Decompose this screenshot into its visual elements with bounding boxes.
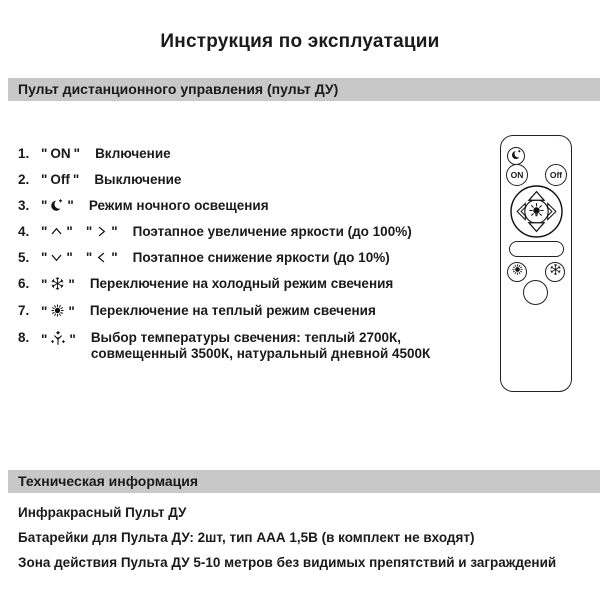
warm-light-icon — [50, 304, 65, 319]
quote-mark: " — [66, 224, 73, 239]
moon-icon — [50, 198, 64, 213]
instruction-symbols — [38, 224, 128, 240]
quote-mark: " — [73, 146, 81, 161]
instruction-item — [18, 146, 466, 162]
quote-mark: " — [41, 198, 48, 213]
instruction-item — [18, 276, 466, 293]
quote-mark: " — [41, 172, 48, 187]
instruction-label: Режим ночного освещения — [88, 198, 269, 213]
instruction-symbols — [38, 303, 85, 320]
instruction-symbols — [38, 172, 89, 188]
chevron-left-icon — [95, 250, 108, 265]
instruction-label: Поэтапное снижение яркости (до 10%) — [132, 250, 390, 265]
instruction-number: 4. — [18, 224, 30, 239]
quote-mark: " — [66, 250, 73, 265]
temperature-select-icon — [50, 332, 66, 347]
remote-off-button — [545, 164, 567, 186]
quote-mark: " — [41, 304, 48, 319]
instruction-number: 2. — [18, 172, 30, 187]
quote-mark: " — [85, 224, 93, 239]
quote-mark: " — [41, 332, 48, 347]
remote-control-illustration — [500, 135, 572, 392]
quote-mark: " — [69, 332, 76, 347]
quote-mark: " — [111, 250, 118, 265]
section-header-remote-label: Пульт дистанционного управления (пульт ДУ) — [18, 81, 339, 97]
section-header-tech-label: Техническая информация — [18, 473, 199, 489]
quote-mark: " — [85, 250, 93, 265]
quote-mark: " — [68, 304, 75, 319]
tech-info-line: Зона действия Пульта ДУ 5-10 метров без видимых препятствий и заграждений — [18, 555, 557, 570]
instruction-number: 7. — [18, 303, 30, 318]
remote-round-button — [523, 280, 548, 305]
remote-warm-mode-button — [507, 262, 527, 282]
remote-on-button-label: ON — [510, 170, 524, 180]
snowflake-icon — [50, 277, 65, 292]
instruction-item — [18, 330, 466, 362]
instruction-item — [18, 198, 466, 214]
quote-mark: " — [41, 224, 48, 239]
quote-mark: " — [68, 277, 75, 292]
on-label: ON — [50, 146, 71, 161]
instruction-item — [18, 224, 466, 240]
remote-on-button — [506, 164, 528, 186]
remote-night-mode-button — [507, 147, 525, 165]
instruction-number: 8. — [18, 330, 30, 345]
instruction-number: 1. — [18, 146, 30, 161]
tech-info-line: Инфракрасный Пульт ДУ — [18, 505, 187, 520]
snowflake-icon — [549, 263, 562, 281]
tech-info-line: Батарейки для Пульта ДУ: 2шт, тип ААА 1,5В (в комплект не входят) — [18, 530, 475, 545]
page-title: Инструкция по эксплуатации — [160, 31, 440, 52]
instruction-symbols — [38, 330, 86, 348]
quote-mark: " — [72, 172, 80, 187]
instruction-label: Включение — [95, 146, 171, 161]
chevron-right-icon — [95, 224, 108, 239]
instruction-symbols — [38, 198, 84, 214]
remote-cold-mode-button — [545, 262, 565, 282]
tech-info-lines — [18, 505, 590, 580]
quote-mark: " — [41, 277, 48, 292]
instruction-label: Выключение — [94, 172, 182, 187]
instruction-label: Переключение на теплый режим свечения — [89, 303, 376, 318]
section-header-remote — [8, 78, 600, 101]
instruction-number: 3. — [18, 198, 30, 213]
instruction-item — [18, 172, 466, 188]
instruction-label: Переключение на холодный режим свечения — [89, 276, 394, 291]
moon-icon — [511, 147, 522, 165]
instruction-label: Поэтапное увеличение яркости (до 100%) — [132, 224, 412, 239]
instruction-item — [18, 250, 466, 266]
remote-pill-button — [509, 241, 564, 257]
quote-mark: " — [67, 198, 74, 213]
instruction-symbols — [38, 250, 128, 266]
quote-mark: " — [41, 146, 48, 161]
instruction-symbols — [38, 276, 85, 293]
quote-mark: " — [41, 250, 48, 265]
instruction-list — [18, 146, 466, 372]
warm-light-icon — [511, 263, 524, 281]
chevron-down-icon — [50, 250, 63, 265]
instruction-number: 6. — [18, 276, 30, 291]
section-header-tech — [8, 470, 600, 493]
instruction-item — [18, 303, 466, 320]
chevron-up-icon — [50, 224, 63, 239]
remote-dpad-brightness-control — [510, 185, 563, 238]
instruction-number: 5. — [18, 250, 30, 265]
off-label: Off — [50, 172, 70, 187]
instruction-symbols — [38, 146, 90, 162]
instruction-label: Выбор температуры свечения: теплый 2700К, совмещенный 3500К, натуральный дневной 4500К — [90, 330, 431, 361]
quote-mark: " — [111, 224, 118, 239]
remote-off-button-label: Off — [549, 170, 563, 180]
